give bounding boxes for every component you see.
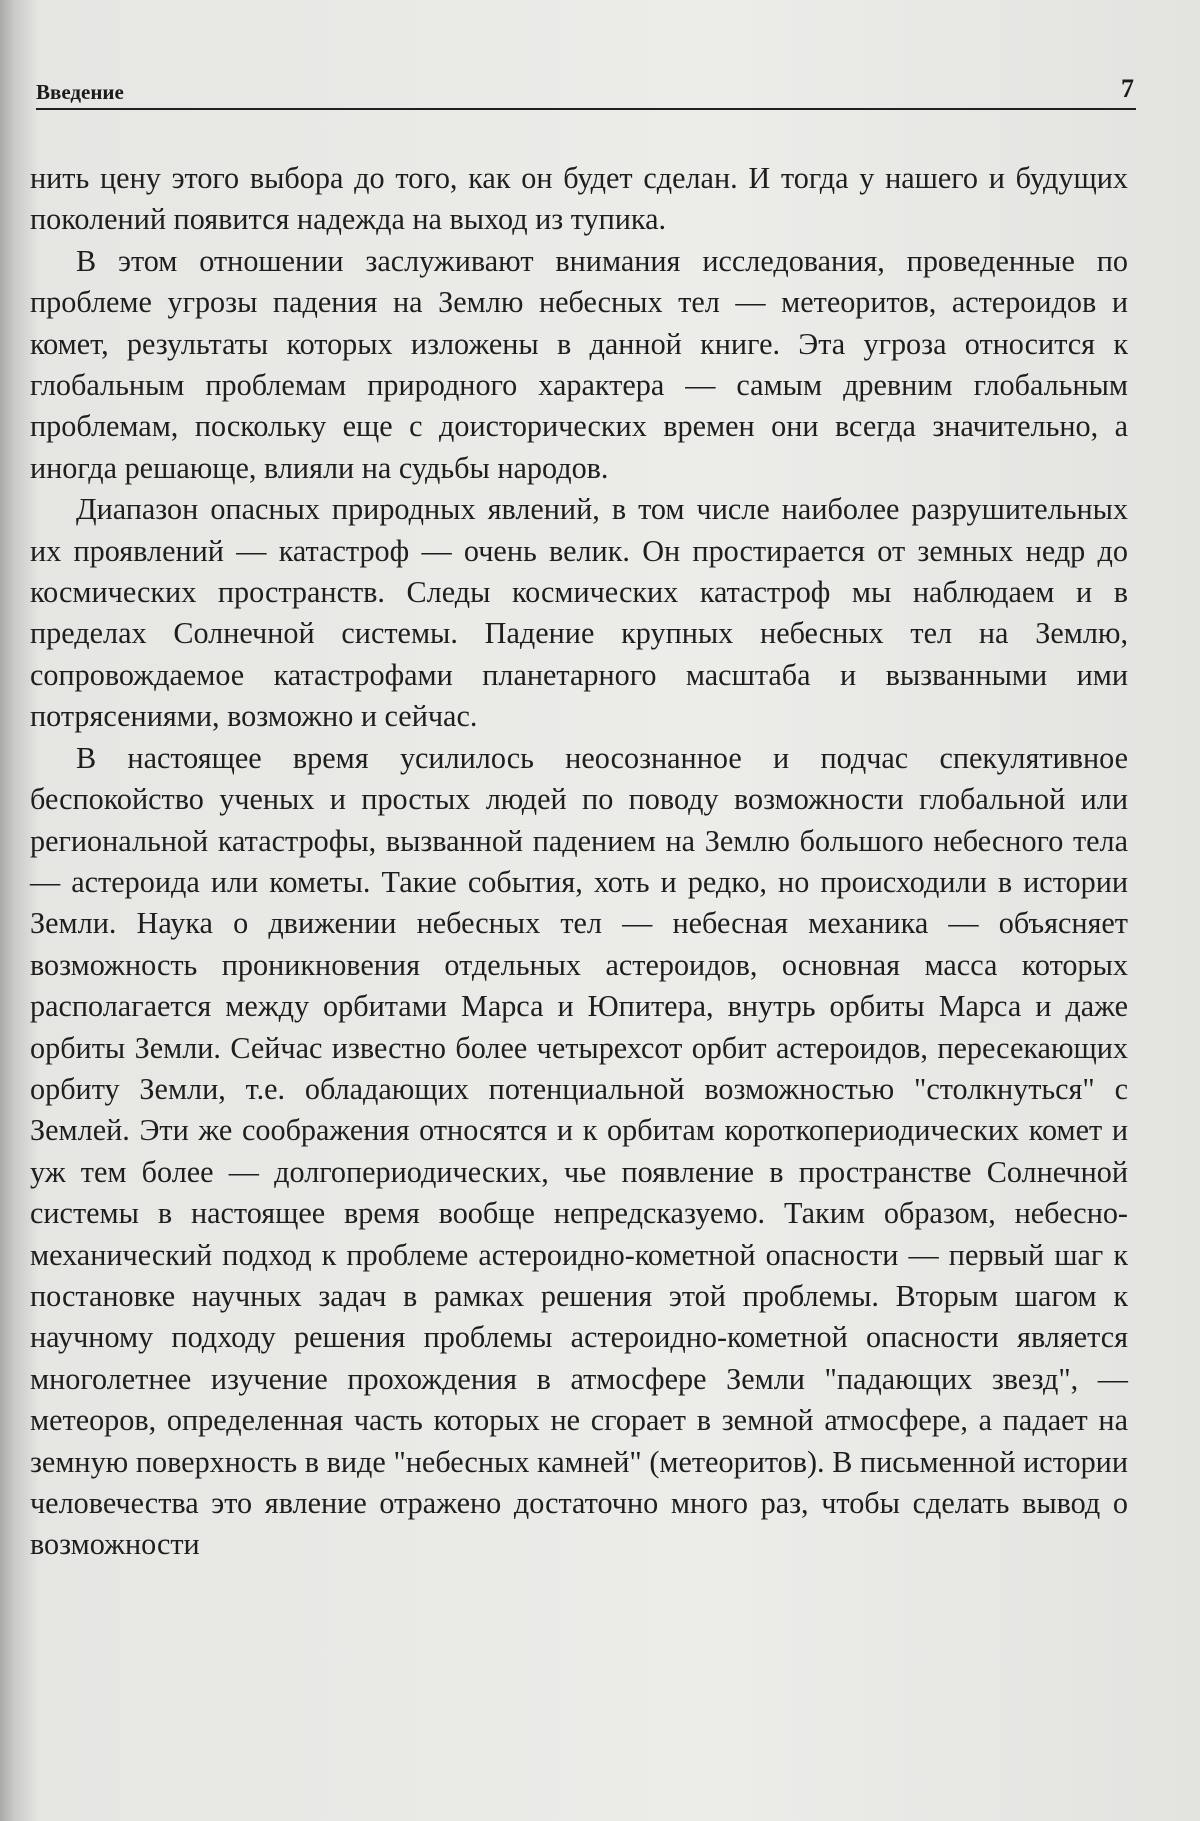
paragraph: В настоящее время усилилось неосознанное и подчас спекулятивное беспокойство ученых и простых людей по поводу возможности глобальной или региональной катастрофы, вызванной падением на Землю большого небесного тела — астероида или кометы. Такие события, хоть и редко, но происходили в истории Земли. Наука о движении небесных тел — небесная механика — объясняет возможность проникновения отдельных астероидов, основная масса которых располагается между орбитами Марса и Юпитера, внутрь орбиты Марса и даже орбиты Земли. Сейчас известно более четырехсот орбит астероидов, пересекающих орбиту Земли, т.е. обладающих потенциальной возможностью "столкнуться" с Землей. Эти же соображения относятся и к орбитам короткопериодических комет и уж тем более — долгопериодических, чье появление в пространстве Солнечной системы в настоящее время вообще непредсказуемо. Таким образом, небесно-механический подход к проблеме астероидно-кометной опасности — первый шаг к постановке научных задач в рамках решения этой проблемы. Вторым шагом к научному подходу решения проблемы астероидно-кометной опасности является многолетнее изучение прохождения в атмосфере Земли "падающих звезд", — метеоров, определенная часть которых не сгорает в земной атмосфере, а падает на земную поверхность в виде "небесных камней" (метеоритов). В письменной истории человечества это явление отражено достаточно много раз, чтобы сделать вывод о возможности [30, 740, 1128, 1562]
page-number: 7 [1121, 74, 1134, 103]
paragraph: В этом отношении заслуживают внимания исследования, проведенные по проблеме угрозы падения на Землю небесных тел — метеоритов, астероидов и комет, результаты которых изложены в данной книге. Эта угроза относится к глобальным проблемам природного характера — самым древним глобальным проблемам, поскольку еще с доисторических времен они всегда значительно, а иногда решающе, влияли на судьбы народов. [30, 243, 1128, 485]
page-header [36, 70, 1136, 110]
running-head: Введение [36, 80, 124, 104]
paragraph: Диапазон опасных природных явлений, в том числе наиболее разрушительных их проявлений — катастроф — очень велик. Он простирается от земных недр до космических пространств. Следы космических катастроф мы наблюдаем и в пределах Солнечной системы. Падение крупных небесных тел на Землю, сопровождаемое катастрофами планетарного масштаба и вызванными ими потрясениями, возможно и сейчас. [30, 492, 1128, 734]
paragraph-continuation: нить цену этого выбора до того, как он будет сделан. И тогда у нашего и будущих поколений появится надежда на выход из тупика. [30, 161, 1128, 237]
header-rule [36, 108, 1136, 110]
body-text [30, 158, 1128, 1566]
